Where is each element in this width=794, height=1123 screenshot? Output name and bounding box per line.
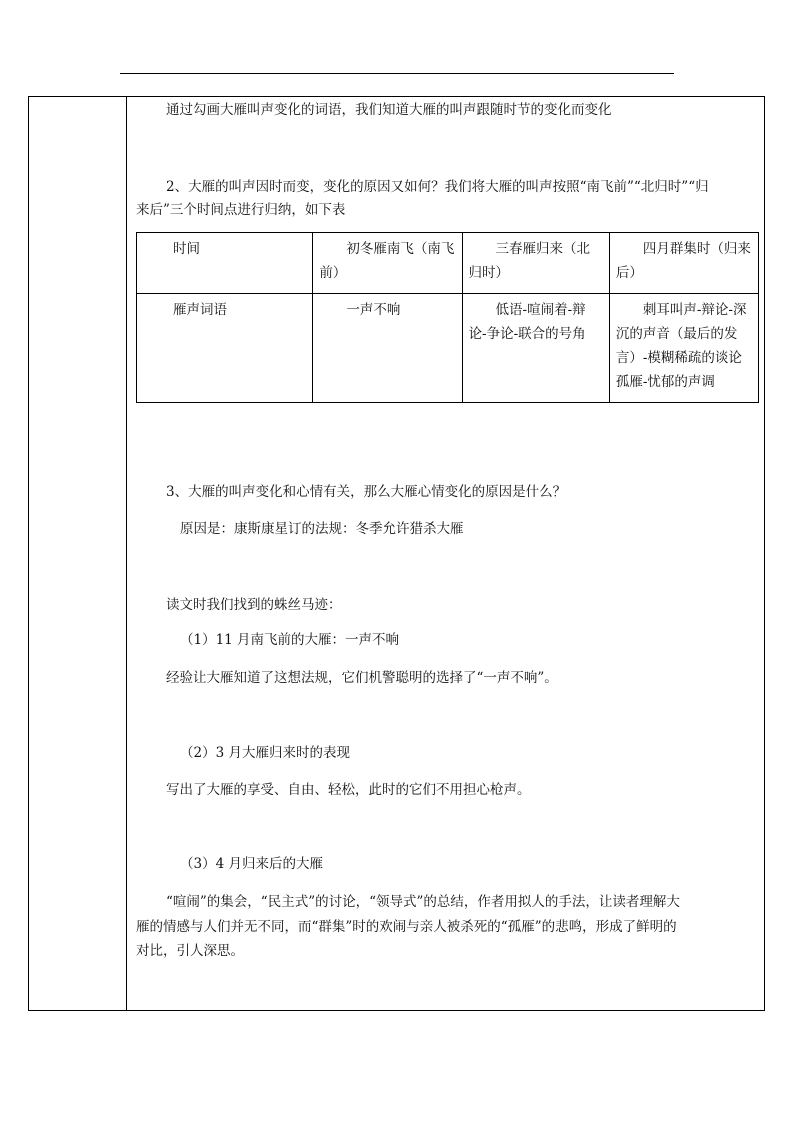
item-1-title: （1）11 月南飞前的大雁：一声不响: [180, 632, 400, 648]
table-header-cell: 四月群集时（归来后）: [609, 233, 758, 294]
table-cell: 低语-喧闹着-辩论-争论-联合的号角: [462, 294, 609, 403]
item-2-title: （2）3 月大雁归来时的表现: [180, 745, 350, 761]
reason-line: 原因是：康斯康星订的法规：冬季允许猎杀大雁: [180, 521, 464, 537]
question-2-line-2: 来后”三个时间点进行归纳，如下表: [136, 202, 346, 218]
table-cell: 一声不响: [313, 294, 462, 403]
intro-line: 通过勾画大雁叫声变化的词语，我们知道大雁的叫声跟随时节的变化而变化: [166, 102, 612, 118]
item-1-text: 经验让大雁知道了这想法规，它们机警聪明的选择了“一声不响”。: [166, 670, 558, 686]
question-2-line-1: 2、大雁的叫声因时而变，变化的原因又如何？我们将大雁的叫声按照“南飞前”“北归时”“归: [166, 179, 709, 195]
header-rule: [120, 73, 674, 74]
item-3-line-1: “喧闹”的集会，“民主式”的讨论，“领导式”的总结，作者用拟人的手法，让读者理解大: [166, 894, 680, 910]
left-column: [29, 97, 127, 1010]
sound-table: [136, 232, 759, 403]
table-header-row: [137, 233, 759, 294]
question-3: 3、大雁的叫声变化和心情有关，那么大雁心情变化的原因是什么？: [166, 484, 567, 500]
table-cell: 雁声词语: [137, 294, 313, 403]
table-row: [137, 294, 759, 403]
item-3-line-2: 雁的情感与人们并无不同，而“群集”时的欢闹与亲人被杀死的“孤雁”的悲鸣，形成了鲜明的: [136, 919, 677, 935]
clues-intro: 读文时我们找到的蛛丝马迹：: [166, 597, 342, 613]
table-header-cell: 初冬雁南飞（南飞前）: [313, 233, 462, 294]
table-header-cell: 时间: [137, 233, 313, 294]
table-header-cell: 三春雁归来（北归时）: [462, 233, 609, 294]
table-cell: 刺耳叫声-辩论-深沉的声音（最后的发言）-模糊稀疏的谈论孤雁-忧郁的声调: [609, 294, 758, 403]
item-2-text: 写出了大雁的享受、自由、轻松，此时的它们不用担心枪声。: [166, 782, 531, 798]
lesson-frame: [28, 96, 765, 1011]
item-3-title: （3）4 月归来后的大雁: [180, 856, 323, 872]
item-3-line-3: 对比，引人深思。: [136, 943, 244, 959]
